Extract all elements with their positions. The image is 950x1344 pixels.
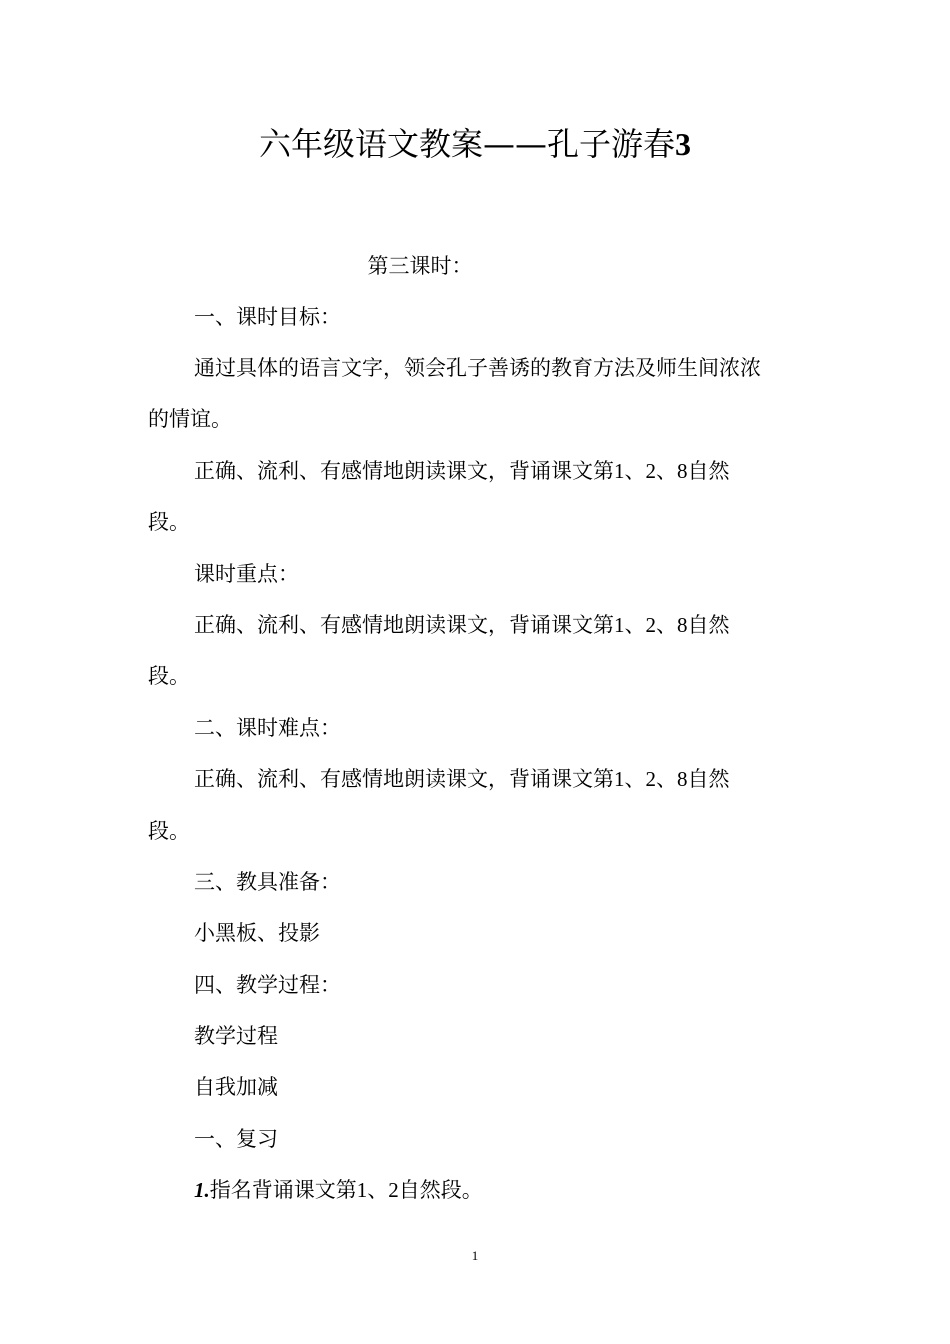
line-text: 指名背诵课文第 bbox=[209, 1178, 357, 1202]
line-text: 正确、流利、有感情地朗读课文，背诵课文第 bbox=[194, 767, 614, 791]
paragraph-line: 的情谊。 bbox=[148, 407, 232, 431]
lesson-heading: 第三课时： bbox=[367, 254, 473, 278]
line-text: 自然 bbox=[687, 613, 730, 637]
paragraph-numbers: 1、2、8 bbox=[614, 459, 688, 483]
line-text: 正确、流利、有感情地朗读课文，背诵课文第 bbox=[194, 613, 614, 637]
document-title bbox=[0, 122, 950, 166]
line-text: 正确、流利、有感情地朗读课文，背诵课文第 bbox=[194, 459, 614, 483]
paragraph-line: 自我加减 bbox=[194, 1075, 278, 1099]
paragraph-line bbox=[194, 610, 730, 640]
paragraph-line: 段。 bbox=[148, 664, 190, 688]
list-item bbox=[194, 1175, 483, 1205]
paragraph-numbers: 1、2、8 bbox=[614, 613, 688, 637]
paragraph-numbers: 1、2、8 bbox=[614, 767, 688, 791]
paragraph-line: 通过具体的语言文字，领会孔子善诱的教育方法及师生间浓浓 bbox=[194, 356, 761, 380]
page-number: 1 bbox=[471, 1248, 479, 1263]
line-text: 自然段。 bbox=[398, 1178, 483, 1202]
section-heading-review: 一、复习 bbox=[194, 1127, 278, 1151]
section-heading-goals: 一、课时目标： bbox=[194, 305, 341, 329]
line-text: 自然 bbox=[687, 459, 730, 483]
paragraph-line bbox=[194, 764, 730, 794]
section-heading-difficulty: 二、课时难点： bbox=[194, 716, 341, 740]
list-marker: 1. bbox=[194, 1178, 210, 1202]
title-text: 六年级语文教案——孔子游春 bbox=[258, 125, 675, 163]
title-number: 3 bbox=[675, 126, 691, 162]
paragraph-numbers: 1、2 bbox=[356, 1178, 399, 1202]
paragraph-line: 教学过程 bbox=[194, 1024, 278, 1048]
section-heading-process: 四、教学过程： bbox=[194, 973, 341, 997]
paragraph-line: 段。 bbox=[148, 510, 190, 534]
line-text: 自然 bbox=[687, 767, 730, 791]
paragraph-line: 段。 bbox=[148, 819, 190, 843]
section-heading-focus: 课时重点： bbox=[194, 562, 299, 586]
section-heading-materials: 三、教具准备： bbox=[194, 870, 341, 894]
paragraph-line bbox=[194, 456, 730, 486]
paragraph-line: 小黑板、投影 bbox=[194, 921, 320, 945]
